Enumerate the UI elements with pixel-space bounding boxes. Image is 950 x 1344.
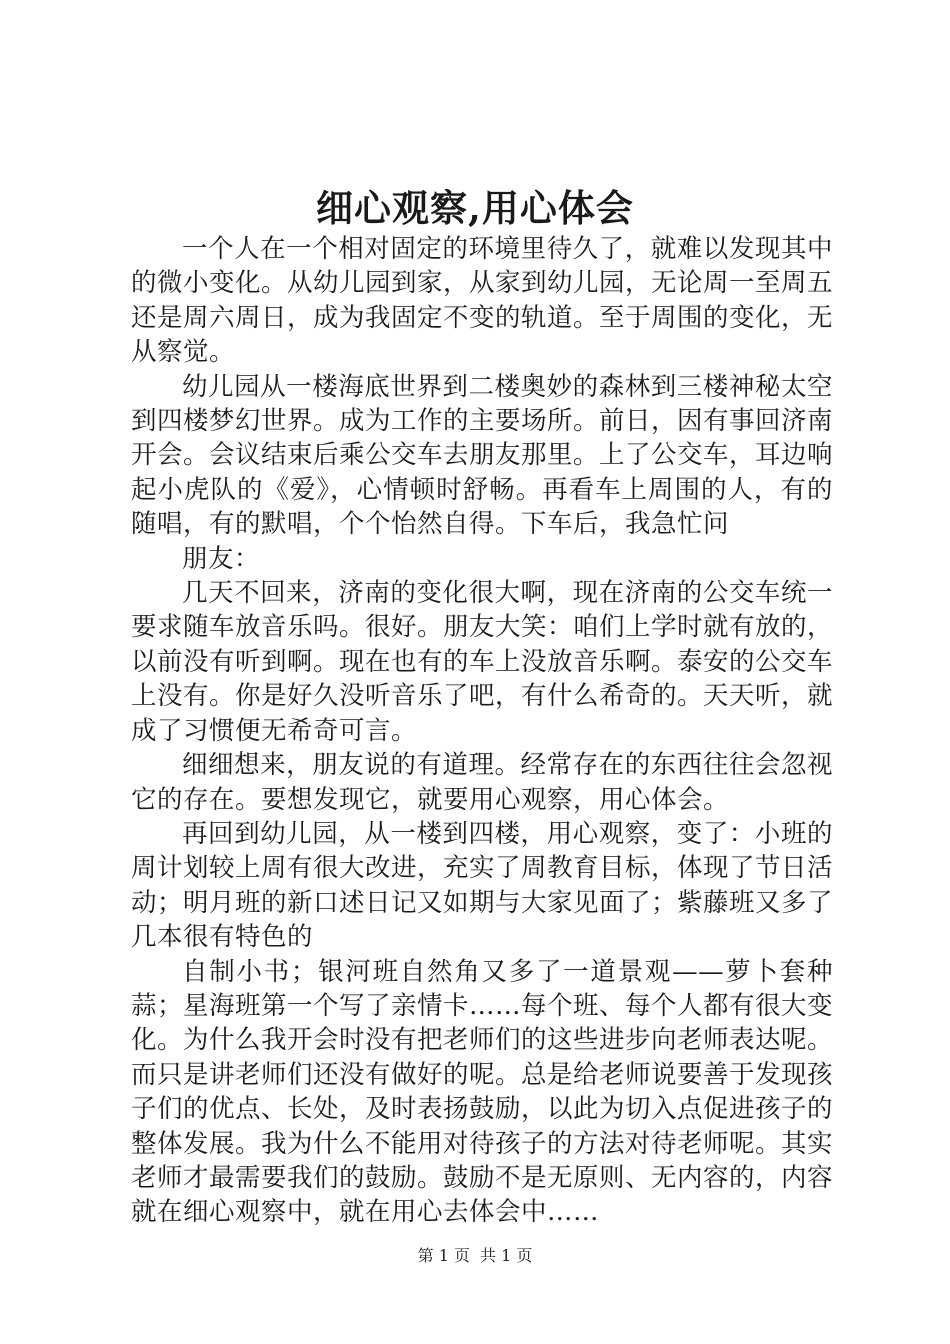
- paragraph: 再回到幼儿园，从一楼到四楼，用心观察，变了：小班的周计划较上周有很大改进，充实了周教育目标，体现了节日活动；明月班的新口述日记又如期与大家见面了；紫藤班又多了几本很有特色的: [131, 818, 834, 953]
- paragraph: 几天不回来，济南的变化很大啊，现在济南的公交车统一要求随车放音乐吗。很好。朋友大笑：咱们上学时就有放的，以前没有听到啊。现在也有的车上没放音乐啊。泰安的公交车上没有。你是好久没听音乐了吧，有什么希奇的。天天听，就成了习惯便无希奇可言。: [131, 578, 834, 746]
- page-number: 第 1 页: [417, 1246, 470, 1265]
- paragraph: 朋友：: [182, 543, 261, 574]
- page-footer: [0, 1245, 950, 1267]
- paragraph: 幼儿园从一楼海底世界到二楼奥妙的森林到三楼神秘太空到四楼梦幻世界。成为工作的主要场所。前日，因有事回济南开会。会议结束后乘公交车去朋友那里。上了公交车，耳边响起小虎队的《爱》，心情顿时舒畅。再看车上周围的人，有的随唱，有的默唱，个个怡然自得。下车后，我急忙问: [131, 371, 834, 540]
- document-title: 细心观察,用心体会: [316, 186, 634, 230]
- document-body: [131, 232, 833, 1230]
- paragraph: 自制小书；银河班自然角又多了一道景观——萝卜套种蒜；星海班第一个写了亲情卡……每个班、每个人都有很大变化。为什么我开会时没有把老师们的这些进步向老师表达呢。而只是讲老师们还没有做好的呢。总是给老师说要善于发现孩子们的优点、长处，及时表扬鼓励，以此为切入点促进孩子的整体发展。我为什么不能用对待孩子的方法对待老师呢。其实老师才最需要我们的鼓励。鼓励不是无原则、无内容的，内容就在细心观察中，就在用心去体会中……: [131, 956, 834, 1228]
- paragraph: 一个人在一个相对固定的环境里待久了，就难以发现其中的微小变化。从幼儿园到家，从家到幼儿园，无论周一至周五还是周六周日，成为我固定不变的轨道。至于周围的变化，无从察觉。: [131, 234, 834, 368]
- page-total: 共 1 页: [480, 1246, 533, 1265]
- paragraph: 细细想来，朋友说的有道理。经常存在的东西往往会忽视它的存在。要想发现它，就要用心观察，用心体会。: [131, 750, 833, 815]
